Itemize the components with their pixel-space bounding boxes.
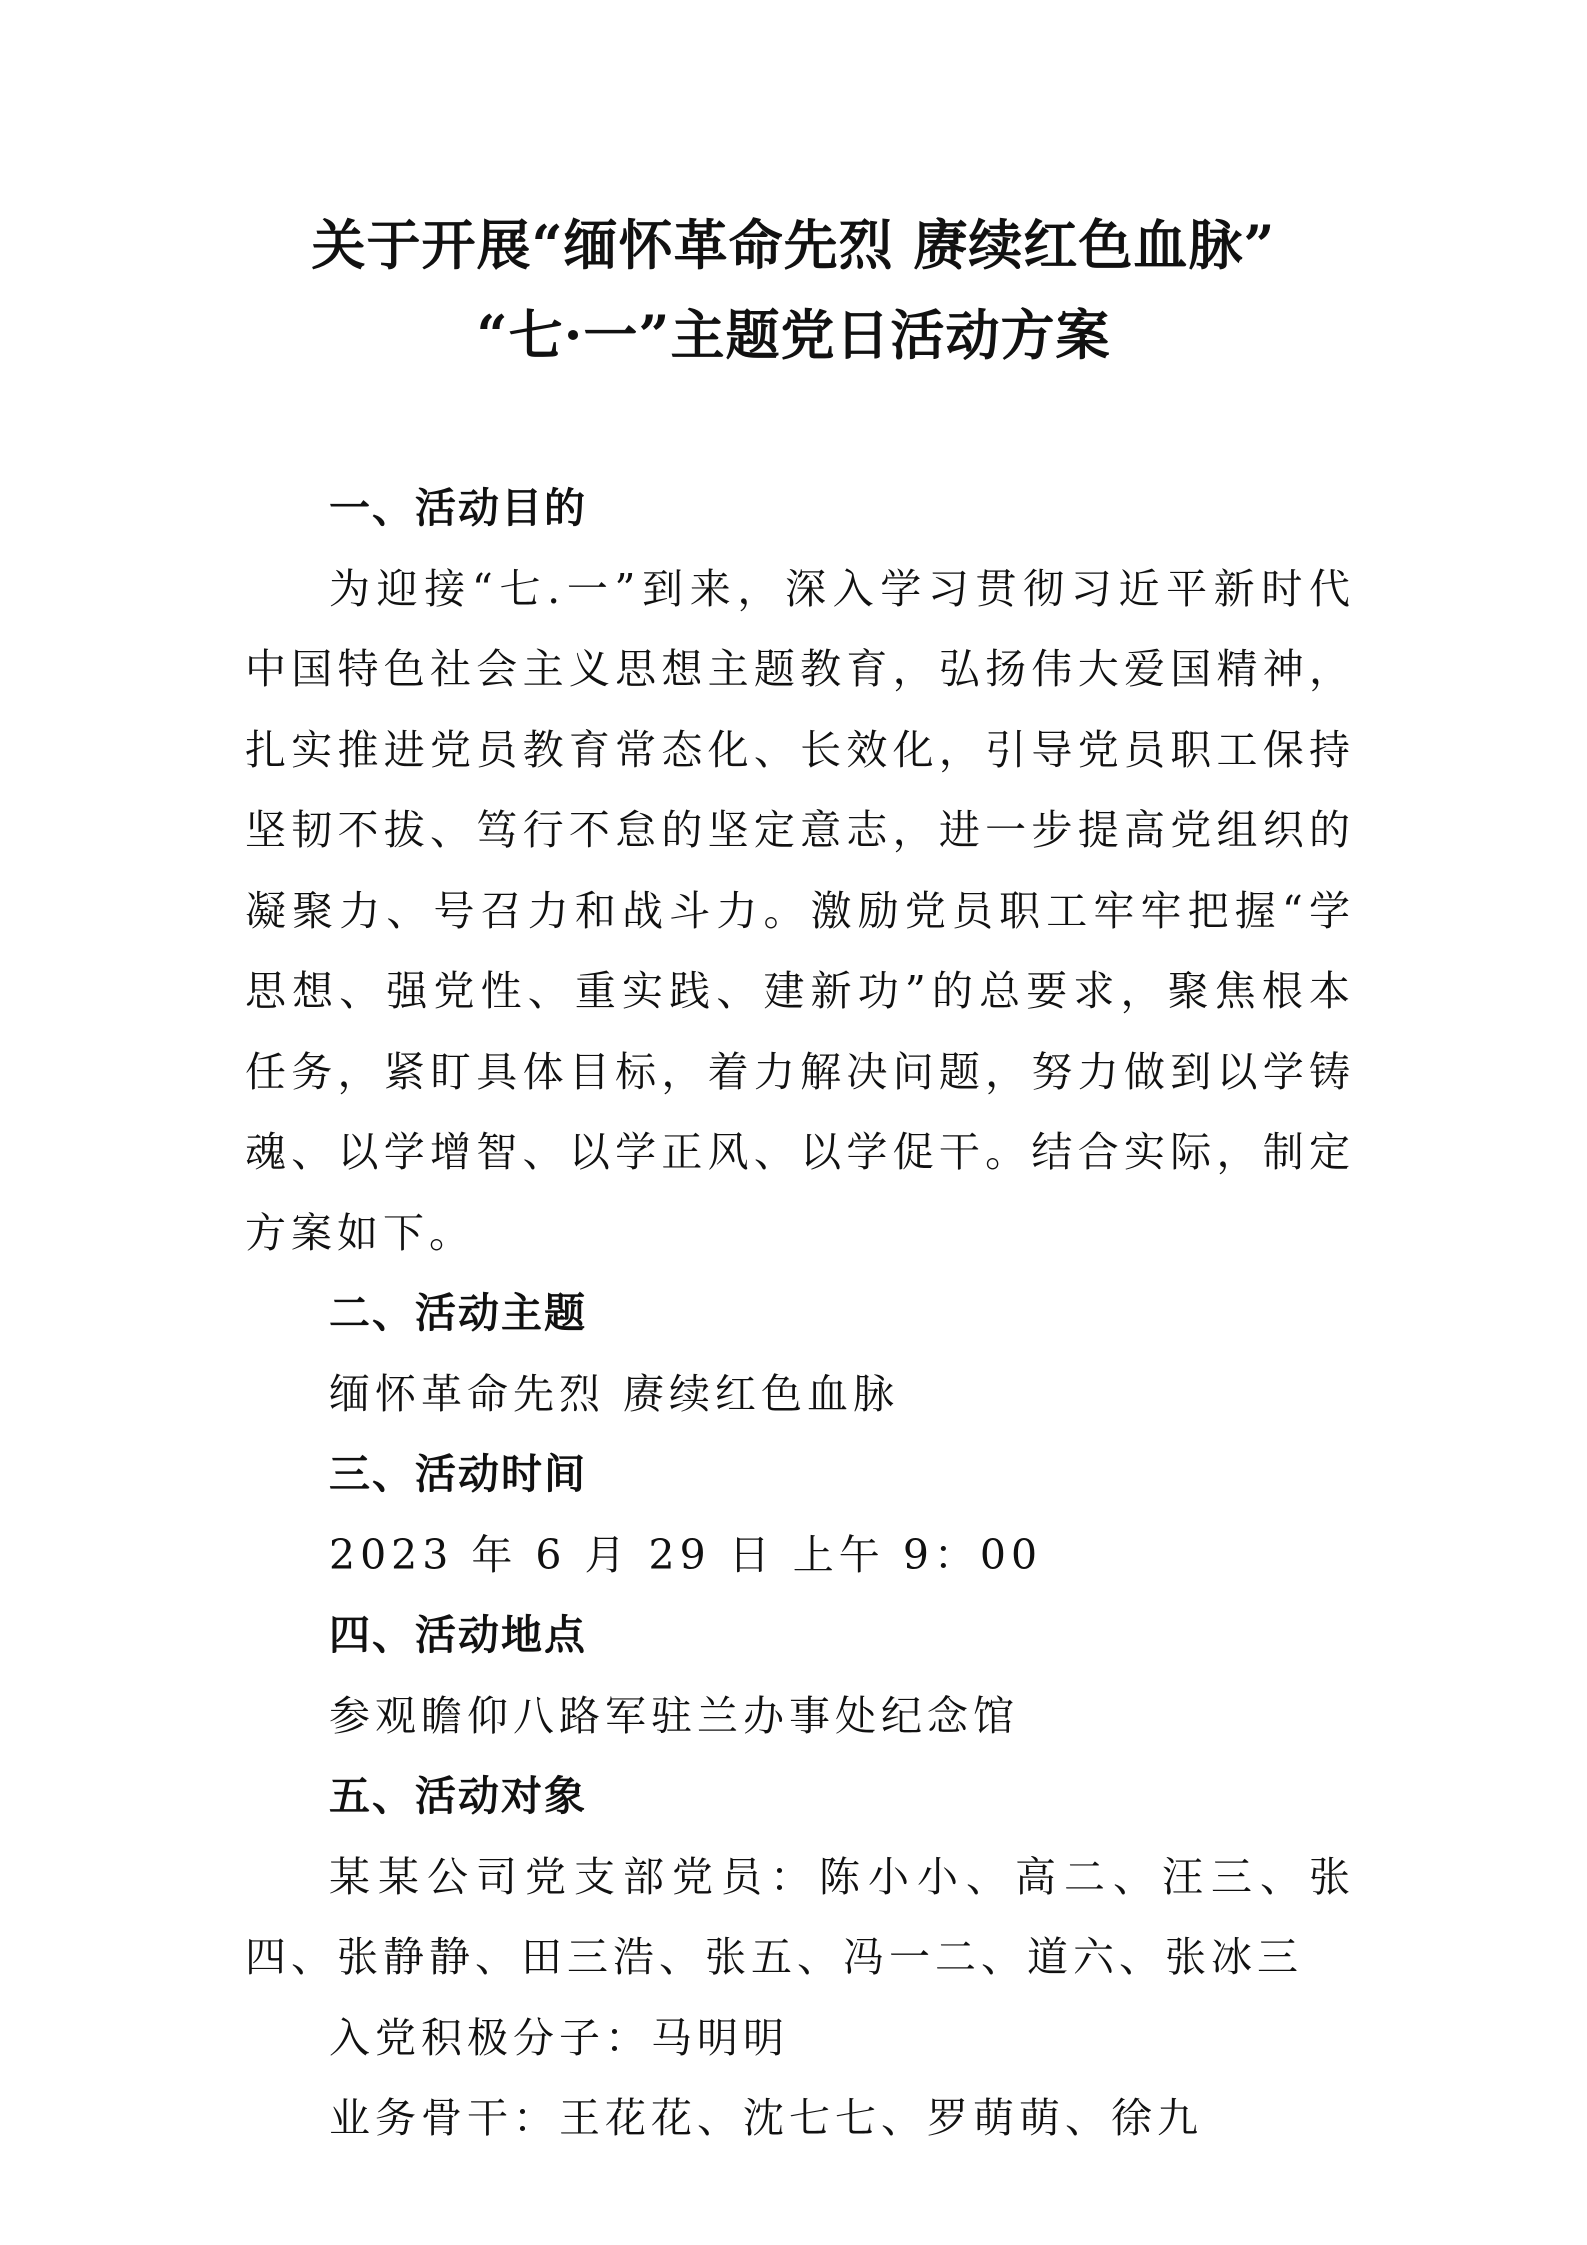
document-body bbox=[245, 468, 1355, 2159]
section-paragraph: 为迎接“七.一”到来，深入学习贯彻习近平新时代中国特色社会主义思想主题教育，弘扬伟大爱国精神，扎实推进党员教育常态化、长效化，引导党员职工保持坚韧不拔、笃行不怠的坚定意志，进一步提高党组织的凝聚力、号召力和战斗力。激励党员职工牢牢把握“学思想、强党性、重实践、建新功”的总要求，聚焦根本任务，紧盯具体目标，着力解决问题，努力做到以学铸魂、以学增智、以学正风、以学促干。结合实际，制定方案如下。 bbox=[245, 564, 1355, 1257]
section-paragraph: 2023 年 6 月 29 日 上午 9：00 bbox=[329, 1530, 1043, 1579]
section-heading-purpose: 一、活动目的 bbox=[329, 484, 587, 532]
section-paragraph: 业务骨干：王花花、沈七七、罗萌萌、徐九 bbox=[329, 2094, 1203, 2142]
section-paragraph: 缅怀革命先烈 赓续红色血脉 bbox=[329, 1369, 900, 1418]
section-heading-theme: 二、活动主题 bbox=[329, 1289, 587, 1337]
document-title-line2: “七·一”主题党日活动方案 bbox=[476, 303, 1111, 367]
section-heading-time: 三、活动时间 bbox=[329, 1450, 587, 1498]
section-paragraph: 入党积极分子：马明明 bbox=[329, 2013, 789, 2062]
section-paragraph: 参观瞻仰八路军驻兰办事处纪念馆 bbox=[329, 1691, 1019, 1740]
section-paragraph: 某某公司党支部党员：陈小小、高二、汪三、张四、张静静、田三浩、张五、冯一二、道六、张冰三 bbox=[245, 1852, 1355, 1981]
section-heading-participants: 五、活动对象 bbox=[329, 1772, 587, 1820]
document-title-line1: 关于开展“缅怀革命先烈 赓续红色血脉” bbox=[311, 213, 1276, 277]
section-heading-location: 四、活动地点 bbox=[329, 1611, 587, 1659]
